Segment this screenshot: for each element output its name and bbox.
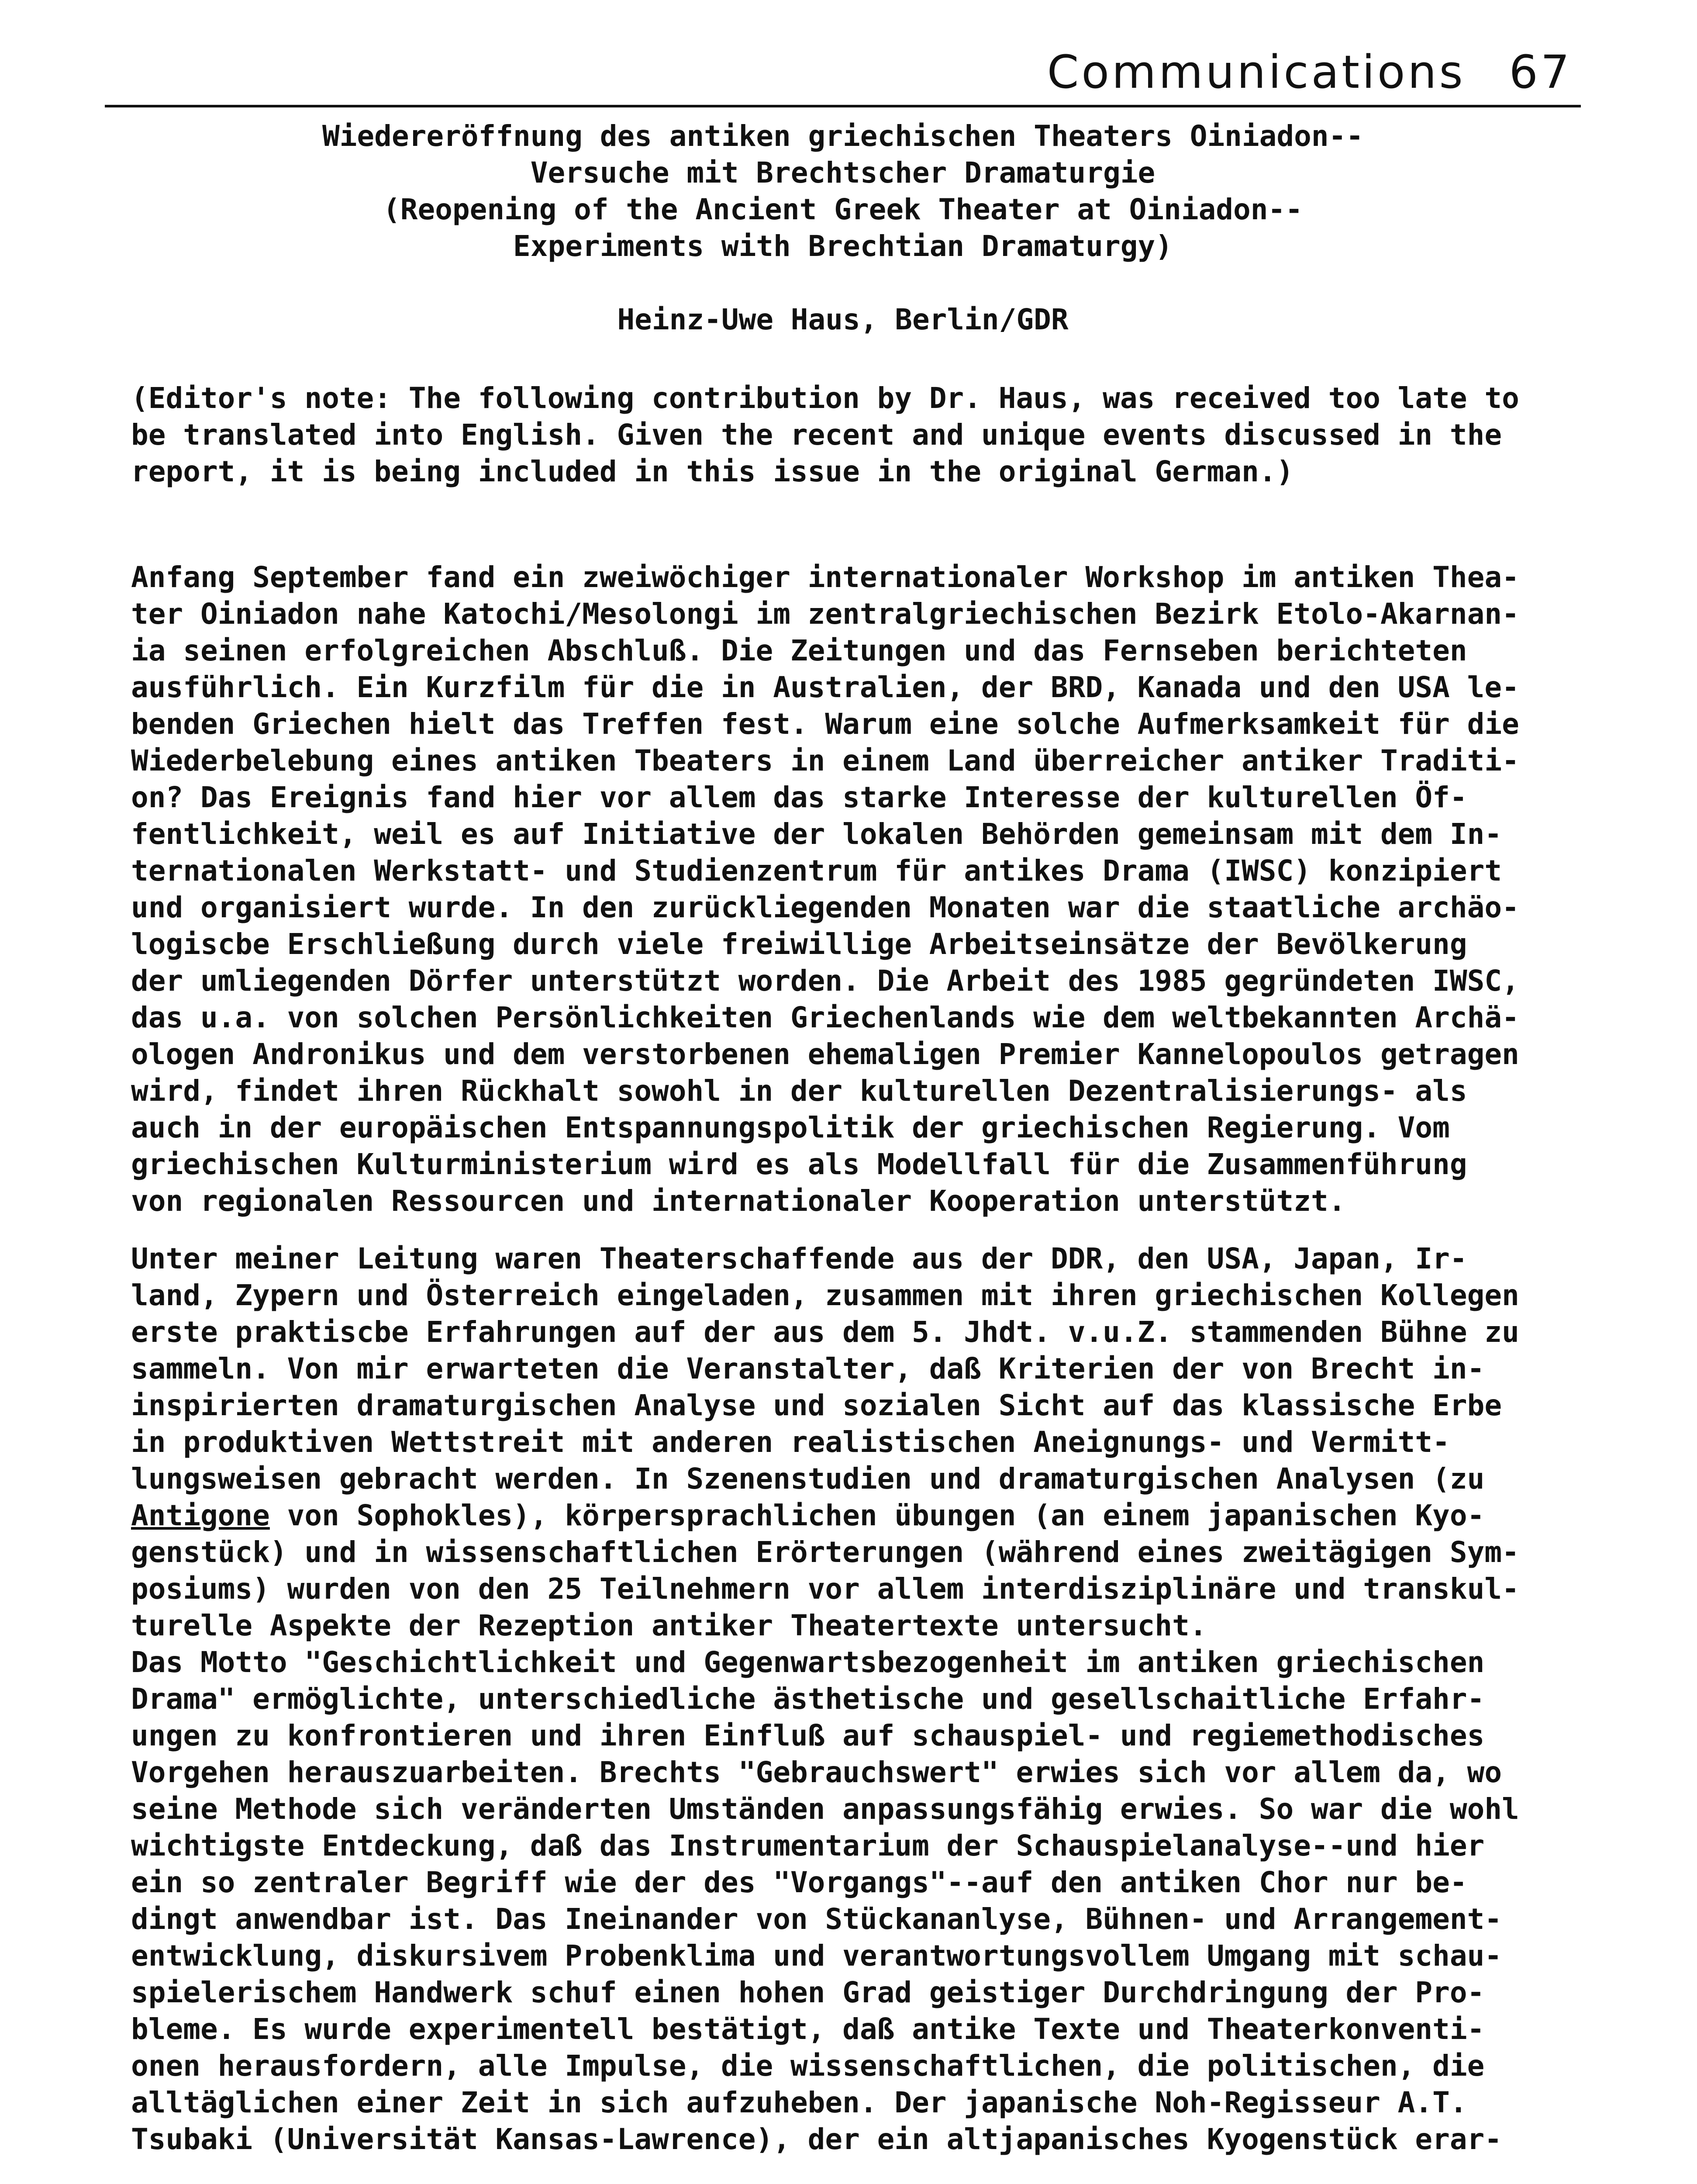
- title-line: (Reopening of the Ancient Greek Theater at Oiniadon--: [383, 193, 1303, 226]
- text-line: erste praktiscbe Erfahrungen auf der aus dem 5. Jhdt. v.u.Z. stammenden Bühne zu: [131, 1315, 1519, 1349]
- text-line: lungsweisen gebracht werden. In Szenenstudien und dramaturgischen Analysen (zu: [131, 1462, 1485, 1496]
- text-line: fentlichkeit, weil es auf Initiative der lokalen Behörden gemeinsam mit dem In-: [131, 817, 1502, 851]
- text-line: logiscbe Erschließung durch viele freiwillige Arbeitseinsätze der Bevölkerung: [131, 927, 1467, 961]
- text-line: [131, 1497, 1568, 1534]
- text-line: ungen zu konfrontieren und ihren Einfluß auf schauspiel- und regiemethodisches: [131, 1719, 1485, 1752]
- text-line: ologen Andronikus und dem verstorbenen ehemaligen Premier Kannelopoulos getragen: [131, 1037, 1519, 1071]
- text-line: report, it is being included in this issue in the original German.): [131, 455, 1294, 488]
- text-line: land, Zypern und Österreich eingeladen, zusammen mit ihren griechischen Kollegen: [131, 1279, 1519, 1312]
- editor-note: [131, 380, 1568, 490]
- page-number: 67: [1509, 45, 1572, 99]
- text-line: das u.a. von solchen Persönlichkeiten Griechenlands wie dem weltbekannten Archä-: [131, 1001, 1519, 1034]
- text-line: ternationalen Werkstatt- und Studienzentrum für antikes Drama (IWSC) konzipiert: [131, 854, 1502, 888]
- text-line: griechischen Kulturministerium wird es als Modellfall für die Zusammenführung: [131, 1147, 1467, 1181]
- section-title: Communications: [1047, 45, 1466, 99]
- page-header: [105, 44, 1581, 107]
- underlined-title: Antigone: [131, 1499, 270, 1532]
- text-line: Das Motto "Geschichtlichkeit und Gegenwartsbezogenheit im antiken griechischen: [131, 1645, 1485, 1679]
- paragraph-2: [131, 1241, 1568, 2158]
- title-line: Versuche mit Brechtscher Dramaturgie: [530, 156, 1155, 190]
- author-line: Heinz-Uwe Haus, Berlin/GDR: [617, 303, 1069, 336]
- title-line: Experiments with Brechtian Dramaturgy): [513, 229, 1173, 263]
- text-line: Anfang September fand ein zweiwöchiger internationaler Workshop im antiken Thea-: [131, 560, 1519, 594]
- text-line: posiums) wurden von den 25 Teilnehmern vor allem interdisziplinäre und transkul-: [131, 1572, 1519, 1606]
- text-line: spielerischem Handwerk schuf einen hohen Grad geistiger Durchdringung der Pro-: [131, 1976, 1485, 2009]
- text-line: on? Das Ereignis fand hier vor allem das starke Interesse der kulturellen Öf-: [131, 781, 1467, 814]
- text-line: entwicklung, diskursivem Probenklima und verantwortungsvollem Umgang mit schau-: [131, 1939, 1502, 1973]
- text-line: ter Oiniadon nahe Katochi/Mesolongi im zentralgriechischen Bezirk Etolo-Akarnan-: [131, 597, 1519, 631]
- text-line: ia seinen erfolgreichen Abschluß. Die Zeitungen und das Fernseben berichteten: [131, 634, 1467, 667]
- text-line: Tsubaki (Universität Kansas-Lawrence), der ein altjapanisches Kyogenstück erar-: [131, 2122, 1502, 2156]
- text-line: benden Griechen hielt das Treffen fest. Warum eine solche Aufmerksamkeit für die: [131, 707, 1519, 741]
- article-title: [105, 118, 1581, 265]
- text-line: ausführlich. Ein Kurzfilm für die in Australien, der BRD, Kanada und den USA le-: [131, 670, 1519, 704]
- text-line: genstück) und in wissenschaftlichen Erörterungen (während eines zweitägigen Sym-: [131, 1535, 1519, 1569]
- text-line: turelle Aspekte der Rezeption antiker Theatertexte untersucht.: [131, 1609, 1207, 1642]
- text-line: auch in der europäischen Entspannungspolitik der griechischen Regierung. Vom: [131, 1111, 1450, 1144]
- text-line: seine Methode sich veränderten Umständen anpassungsfähig erwies. So war die wohl: [131, 1792, 1519, 1826]
- text-line: alltäglichen einer Zeit in sich aufzuheben. Der japanische Noh-Regisseur A.T.: [131, 2086, 1467, 2119]
- text-line: be translated into English. Given the recent and unique events discussed in the: [131, 418, 1502, 452]
- text-line: von regionalen Ressourcen und internationaler Kooperation unterstützt.: [131, 1184, 1346, 1218]
- text-line: wird, findet ihren Rückhalt sowohl in der kulturellen Dezentralisierungs- als: [131, 1074, 1467, 1108]
- text-line: Drama" ermöglichte, unterschiedliche ästhetische und gesellschaitliche Erfahr-: [131, 1682, 1485, 1716]
- text-line: Vorgehen herauszuarbeiten. Brechts "Gebrauchswert" erwies sich vor allem da, wo: [131, 1755, 1502, 1789]
- text-line: Wiederbelebung eines antiken Tbeaters in einem Land überreicher antiker Traditi-: [131, 744, 1519, 778]
- text-line: ein so zentraler Begriff wie der des "Vorgangs"--auf den antiken Chor nur be-: [131, 1866, 1467, 1899]
- text-line: (Editor's note: The following contribution by Dr. Haus, was received too late to: [131, 381, 1519, 415]
- text-line: sammeln. Von mir erwarteten die Veranstalter, daß Kriterien der von Brecht in-: [131, 1352, 1485, 1386]
- running-head: [1047, 45, 1572, 99]
- text-line: der umliegenden Dörfer unterstützt worden. Die Arbeit des 1985 gegründeten IWSC,: [131, 964, 1519, 998]
- text-span: von Sophokles), körpersprachlichen übungen (an einem japanischen Kyo-: [269, 1499, 1485, 1532]
- text-line: onen herausfordern, alle Impulse, die wissenschaftlichen, die politischen, die: [131, 2049, 1485, 2083]
- text-line: bleme. Es wurde experimentell bestätigt, daß antike Texte und Theaterkonventi-: [131, 2012, 1485, 2046]
- text-line: inspirierten dramaturgischen Analyse und sozialen Sicht auf das klassische Erbe: [131, 1389, 1502, 1422]
- text-line: in produktiven Wettstreit mit anderen realistischen Aneignungs- und Vermitt-: [131, 1425, 1450, 1459]
- text-line: und organisiert wurde. In den zurückliegenden Monaten war die staatliche archäo-: [131, 891, 1519, 924]
- title-line: Wiedereröffnung des antiken griechischen Theaters Oiniadon--: [322, 119, 1364, 153]
- text-line: wichtigste Entdeckung, daß das Instrumentarium der Schauspielanalyse--und hier: [131, 1829, 1485, 1863]
- paragraph-1: [131, 559, 1568, 1220]
- text-line: dingt anwendbar ist. Das Ineinander von Stückananlyse, Bühnen- und Arrangement-: [131, 1902, 1502, 1936]
- text-line: Unter meiner Leitung waren Theaterschaffende aus der DDR, den USA, Japan, Ir-: [131, 1242, 1467, 1275]
